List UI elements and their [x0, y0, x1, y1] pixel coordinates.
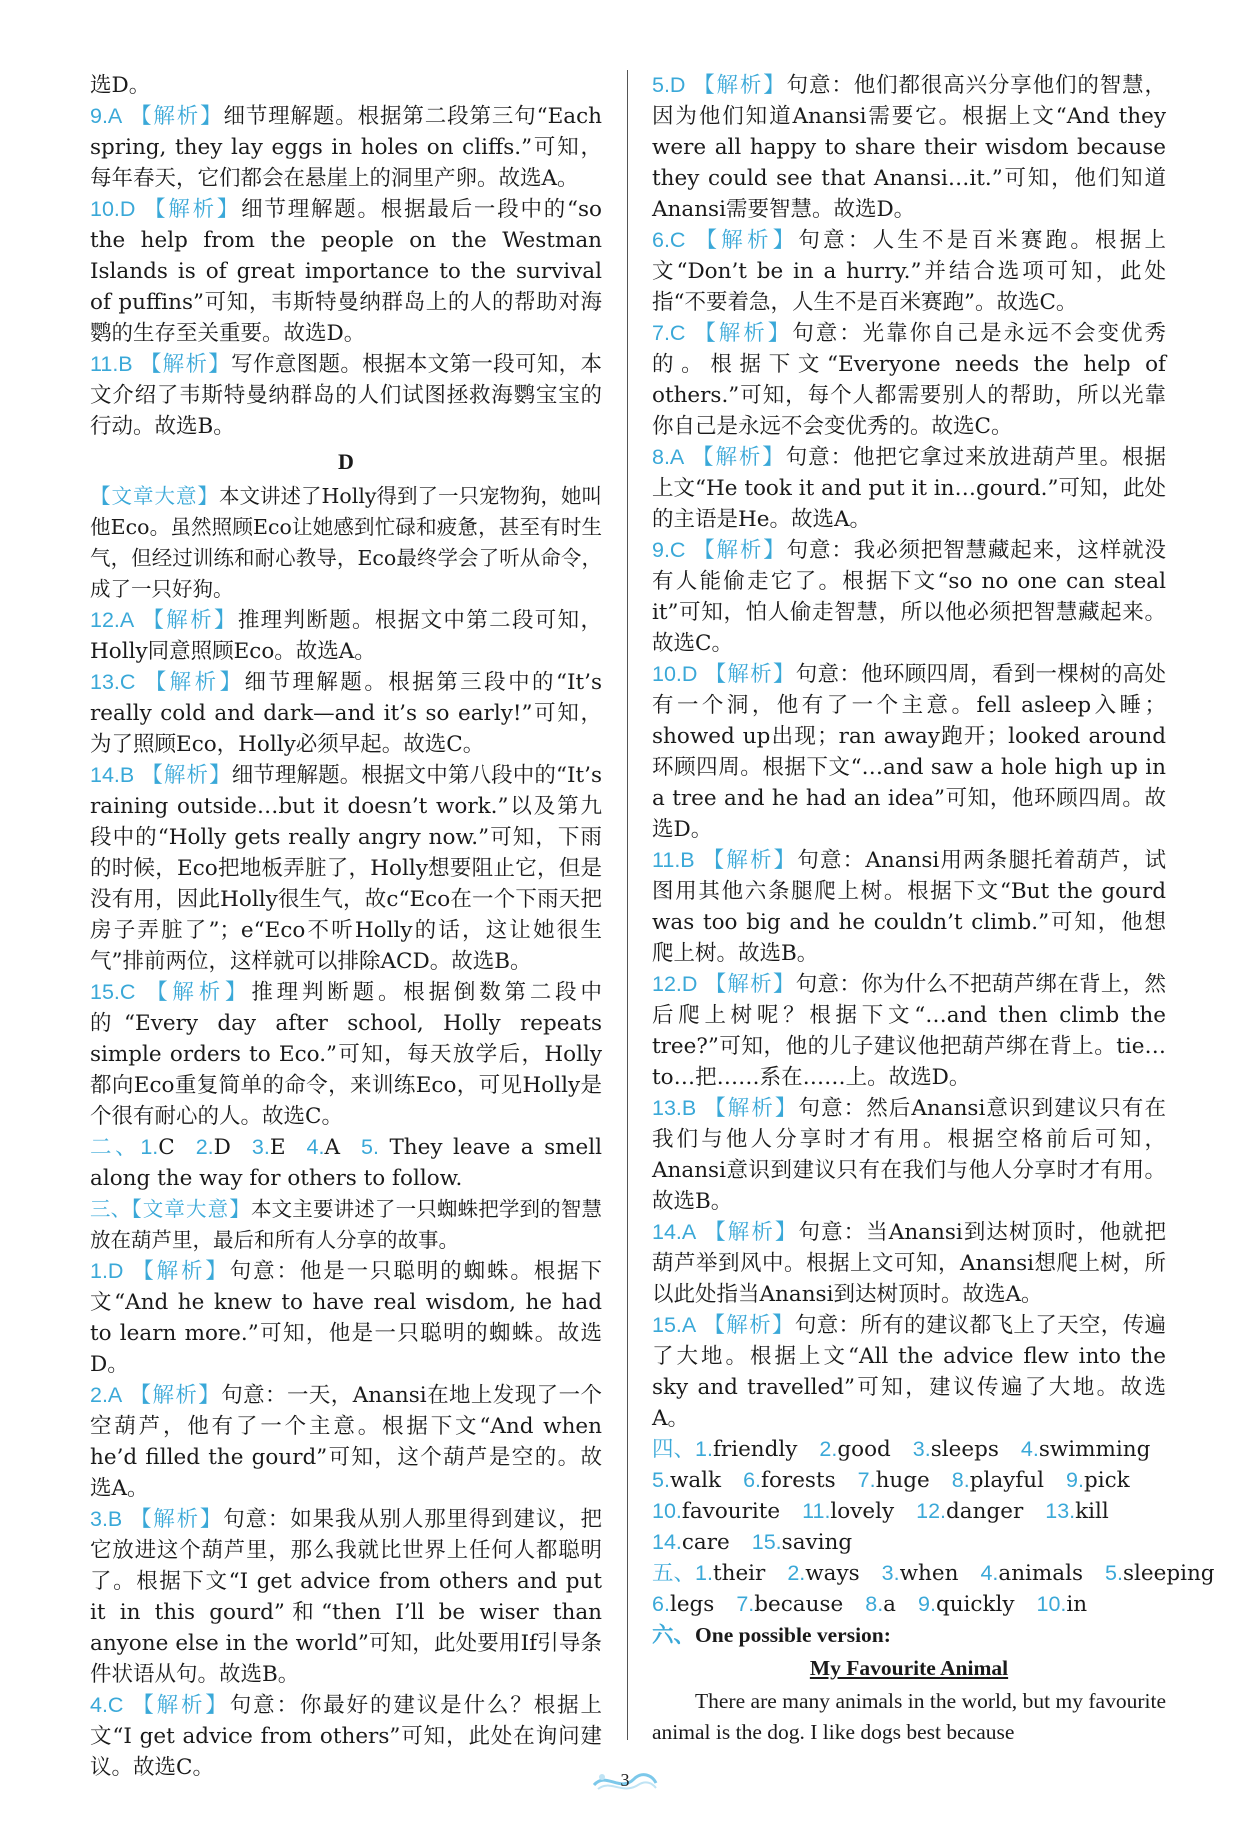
vocab-word: legs	[669, 1592, 715, 1617]
answer: C	[158, 1135, 175, 1160]
item-number: 6.C	[652, 228, 686, 252]
essay-title: My Favourite Animal	[809, 1656, 1009, 1680]
item-number: 6.	[652, 1592, 670, 1616]
part3-summary	[90, 1194, 602, 1256]
vocab-item	[858, 1465, 930, 1496]
answer: E	[269, 1135, 286, 1160]
vocab-word: huge	[875, 1468, 930, 1493]
vocab-item	[882, 1558, 959, 1589]
vocab-word: saving	[781, 1530, 853, 1555]
answer-item	[90, 1504, 602, 1690]
item-number: 5.	[652, 1468, 670, 1492]
answer: They leave a smell along the way for others to follow.	[90, 1135, 603, 1191]
item-number: 2.A	[90, 1383, 123, 1407]
item-number: 12.A	[90, 608, 135, 632]
vocab-item	[787, 1558, 859, 1589]
vocab-item	[913, 1434, 999, 1465]
item-text: 推理判断题。根据文中第二段可知，Holly同意照顾Eco。故选A。	[90, 608, 602, 664]
vocab-word: animals	[998, 1561, 1084, 1586]
vocab-item	[736, 1589, 843, 1620]
item-number: 11.B	[90, 352, 133, 376]
answer-item	[652, 225, 1166, 318]
vocab-word: sleeps	[930, 1437, 999, 1462]
analysis-tag: 【解析】	[132, 1693, 230, 1718]
vocab-item	[916, 1496, 1023, 1527]
vocab-item	[1037, 1589, 1088, 1620]
item-number: 14.B	[90, 763, 135, 787]
answer-item	[652, 659, 1166, 845]
item-text: 细节理解题。根据最后一段中的“so the help from the people on the Westman Islands is of great importance to the survival of puffins”可知，韦斯特曼纳群岛上的人的帮助对海鹦的生存至关重要。故选D。	[90, 197, 602, 346]
vocab-item	[865, 1589, 896, 1620]
item-text: 细节理解题。根据第二段第三句“Each spring, they lay eggs in holes on cliffs.”可知，每年春天，它们都会在悬崖上的洞里产卵。故选A。	[90, 104, 602, 191]
vocab-row	[652, 1527, 1166, 1558]
vocab-word: quickly	[935, 1592, 1015, 1617]
item-number: 7.	[736, 1592, 755, 1616]
item-number: 11.	[802, 1499, 831, 1523]
summary-d	[90, 481, 602, 605]
summary-text: 本文讲述了Holly得到了一只宠物狗，她叫他Eco。虽然照顾Eco让她感到忙碌和疲惫，甚至有时生气，但经过训练和耐心教导，Eco最终学会了听从命令，成了一只好狗。	[90, 484, 603, 601]
item-number: 14.	[652, 1530, 682, 1554]
analysis-tag: 【解析】	[142, 608, 238, 633]
part4-vocab	[652, 1434, 1166, 1558]
answer-item	[652, 1217, 1166, 1310]
vocab-word: lovely	[830, 1499, 895, 1524]
item-number: 2.	[787, 1561, 806, 1585]
vocab-word: because	[754, 1592, 844, 1617]
analysis-tag: 【解析】	[129, 1383, 222, 1408]
item-number: 3.	[251, 1135, 270, 1159]
item-number: 5.	[361, 1135, 379, 1159]
answer-item	[90, 1256, 602, 1380]
answer: A	[324, 1135, 341, 1160]
item-text: 句意：所有的建议都飞上了天空，传遍了大地。根据上文“All the advice flew into the sky and travelled”可知，建议传遍了大地。故选A。	[652, 1313, 1166, 1431]
vocab-word: favourite	[681, 1499, 781, 1524]
vocab-item	[652, 1496, 780, 1527]
vocab-word: friendly	[712, 1437, 798, 1462]
item-number: 13.	[1045, 1499, 1076, 1523]
answer-item	[90, 349, 602, 442]
item-number: 6.	[743, 1468, 762, 1492]
item-number: 7.C	[652, 321, 686, 345]
item-number: 3.	[881, 1561, 900, 1585]
vocab-item	[1045, 1496, 1109, 1527]
vocab-word: kill	[1075, 1499, 1109, 1524]
answer-item	[652, 1310, 1166, 1434]
essay-body: There are many animals in the world, but my favourite animal is the dog. I like dogs best because	[652, 1689, 1166, 1744]
vocab-row	[652, 1465, 1166, 1496]
heading-text: One possible version:	[695, 1623, 891, 1647]
vocab-word: sleeping	[1122, 1561, 1215, 1586]
vocab-item	[1066, 1465, 1130, 1496]
answer-item	[652, 969, 1166, 1093]
analysis-tag: 【解析】	[141, 763, 232, 788]
item-text: 句意：光靠你自己是永远不会变优秀的。根据下文“Everyone needs the help of others.”可知，每个人都需要别人的帮助，所以光靠你自己是永远不会变优秀的。故选C。	[652, 321, 1166, 439]
vocab-word: their	[712, 1561, 766, 1586]
item-text: 句意：他把它拿过来放进葫芦里。根据上文“He took it and put it in…gourd.”可知，此处的主语是He。故选A。	[652, 445, 1166, 532]
item-number: 3.B	[90, 1507, 123, 1531]
item-number: 4.	[306, 1135, 325, 1159]
analysis-tag: 【解析】	[692, 445, 786, 470]
item-text: 写作意图题。根据本文第一段可知，本文介绍了韦斯特曼纳群岛的人们试图拯救海鹦宝宝的行动。故选B。	[90, 352, 602, 439]
answer-item	[90, 194, 602, 349]
part4-label: 四、	[652, 1437, 696, 1461]
vocab-word: care	[681, 1530, 730, 1555]
item-number: 11.B	[652, 848, 695, 872]
answer-item	[652, 535, 1166, 659]
item-number: 13.C	[90, 670, 136, 694]
answer-item	[652, 442, 1166, 535]
summary-tag: 【文章大意】	[131, 1197, 251, 1221]
part5-label: 五、	[652, 1561, 696, 1585]
vocab-word: in	[1066, 1592, 1088, 1617]
analysis-tag: 【解析】	[704, 662, 796, 687]
analysis-tag: 【解析】	[693, 73, 787, 98]
analysis-tag: 【解析】	[695, 228, 799, 253]
item-text: 句意：如果我从别人那里得到建议，把它放进这个葫芦里，那么我就比世界上任何人都聪明了。根据下文“I get advice from others and put it in this gourd”和“then I’ll be wiser than anyone else in the world”可知，此处要用If引导条件状语从句。故选B。	[90, 1507, 602, 1687]
item-text: 句意：人生不是百米赛跑。根据上文“Don’t be in a hurry.”并结合选项可知，此处指“不要着急，人生不是百米赛跑”。故选C。	[652, 228, 1166, 315]
answer-item	[652, 318, 1166, 442]
part3-label: 三、	[90, 1198, 132, 1221]
answer-item	[652, 70, 1166, 225]
item-text: 句意：当Anansi到达树顶时，他就把葫芦举到风中。根据上文可知，Anansi想爬上树，所以此处指当Anansi到达树顶时。故选A。	[652, 1220, 1166, 1307]
analysis-tag: 【解析】	[132, 1259, 230, 1284]
vocab-word: a	[883, 1592, 896, 1617]
analysis-tag: 【解析】	[129, 104, 224, 129]
item-number: 9.A	[90, 104, 123, 128]
item-number: 10.D	[652, 662, 698, 686]
item-number: 8.	[951, 1468, 970, 1492]
item-text: 细节理解题。根据第三段中的“It’s really cold and dark—and it’s so early!”可知，为了照顾Eco，Holly必须早起。故选C。	[90, 670, 602, 757]
item-number: 4.C	[90, 1693, 124, 1717]
answer-item	[90, 605, 602, 667]
item-number: 15.	[751, 1530, 782, 1554]
section-d-title: D	[338, 449, 354, 474]
item-number: 1.	[695, 1437, 713, 1461]
item-text: 句意：他们都很高兴分享他们的智慧，因为他们知道Anansi需要它。根据上文“And they were all happy to share their wisdom because they could see that Anansi…it.”可知，他们知道Anansi需要智慧。故选D。	[652, 73, 1166, 222]
vocab-row	[652, 1434, 1166, 1465]
vocab-item	[802, 1496, 894, 1527]
analysis-tag: 【解析】	[704, 1220, 799, 1245]
item-number: 14.A	[652, 1220, 697, 1244]
item-text: 句意：他环顾四周，看到一棵树的高处有一个洞，他有了一个主意。fell asleep入睡；showed up出现；ran away跑开；looked around环顾四周。根据下文“…and saw a hole high up in a tree and he had an idea”可知，他环顾四周。故选D。	[652, 662, 1166, 842]
analysis-tag: 【解析】	[694, 321, 793, 346]
vocab-item	[652, 1558, 765, 1589]
item-text: 句意：然后Anansi意识到建议只有在我们与他人分享时才有用。根据空格前后可知，Anansi意识到建议只有在我们与他人分享时才有用。故选B。	[652, 1096, 1166, 1214]
answer: D	[213, 1135, 231, 1160]
line-text: 选D。	[90, 73, 151, 98]
page-number: 3	[620, 1769, 630, 1790]
summary-tag: 【文章大意】	[90, 484, 220, 508]
item-number: 13.B	[652, 1096, 697, 1120]
item-text: 句意：Anansi用两条腿托着葫芦，试图用其他六条腿爬上树。根据下文“But the gourd was too big and he couldn’t climb.”可知，他想爬上树。故选B。	[652, 848, 1166, 966]
part6-heading	[652, 1620, 1166, 1651]
item-number: 1.D	[90, 1259, 124, 1283]
vocab-word: forests	[761, 1468, 836, 1493]
vocab-word: ways	[805, 1561, 860, 1586]
item-number: 5.	[1105, 1561, 1123, 1585]
answer-item	[90, 101, 602, 194]
item-number: 15.A	[652, 1313, 697, 1337]
right-column	[652, 70, 1215, 1748]
vocab-item	[652, 1527, 730, 1558]
vocab-row	[652, 1558, 1215, 1589]
vocab-item	[652, 1465, 721, 1496]
vocab-row	[652, 1496, 1166, 1527]
item-number: 2.	[195, 1135, 214, 1159]
item-number: 12.D	[652, 972, 698, 996]
part2-label: 二、	[90, 1135, 141, 1159]
analysis-tag: 【解析】	[704, 1096, 799, 1121]
vocab-word: playful	[969, 1468, 1044, 1493]
vocab-item	[743, 1465, 836, 1496]
analysis-tag: 【解析】	[144, 197, 242, 222]
vocab-item	[1105, 1558, 1215, 1589]
vocab-item	[819, 1434, 890, 1465]
part2-answers	[90, 1132, 602, 1194]
item-number: 9.	[1066, 1468, 1084, 1492]
analysis-tag: 【解析】	[703, 1313, 795, 1338]
vocab-row	[652, 1589, 1166, 1620]
item-number: 2.	[819, 1437, 838, 1461]
vocab-item	[752, 1527, 852, 1558]
vocab-item	[918, 1589, 1015, 1620]
column-divider	[627, 70, 628, 1740]
vocab-word: good	[837, 1437, 891, 1462]
analysis-tag: 【解析】	[693, 538, 787, 563]
vocab-word: when	[899, 1561, 959, 1586]
item-text: 句意：一天，Anansi在地上发现了一个空葫芦，他有了一个主意。根据下文“And when he’d filled the gourd”可知，这个葫芦是空的。故选A。	[90, 1383, 602, 1501]
vocab-word: walk	[669, 1468, 722, 1493]
vocab-item	[652, 1434, 797, 1465]
analysis-tag: 【解析】	[139, 352, 232, 377]
analysis-tag: 【解析】	[146, 980, 252, 1005]
vocab-item	[1021, 1434, 1151, 1465]
page-footer	[0, 1760, 1250, 1800]
item-text: 句意：我必须把智慧藏起来，这样就没有人能偷走它了。根据下文“so no one can steal it”可知，怕人偷走智慧，所以他必须把智慧藏起来。故选C。	[652, 538, 1166, 656]
analysis-tag: 【解析】	[144, 670, 245, 695]
item-number: 3.	[912, 1437, 931, 1461]
vocab-word: pick	[1083, 1468, 1130, 1493]
item-number: 15.C	[90, 980, 136, 1004]
part5-vocab	[652, 1558, 1215, 1620]
summary-text: 本文主要讲述了一只蜘蛛把学到的智慧放在葫芦里，最后和所有人分享的故事。	[90, 1197, 602, 1252]
item-text: 推理判断题。根据倒数第二段中的“Every day after school, Holly repeats simple orders to Eco.”可知，每天放学后，Holly都向Eco重复简单的命令，来训练Eco，可见Holly是个很有耐心的人。故选C。	[90, 980, 602, 1129]
item-number: 5.D	[652, 73, 686, 97]
item-number: 1.	[695, 1561, 713, 1585]
item-number: 8.	[865, 1592, 884, 1616]
answer-item	[652, 1093, 1166, 1217]
answer-item	[90, 667, 602, 760]
page-number-badge	[590, 1763, 660, 1797]
item-number: 4.	[1020, 1437, 1039, 1461]
item-number: 9.C	[652, 538, 686, 562]
item-number: 8.A	[652, 445, 685, 469]
vocab-word: danger	[946, 1499, 1024, 1524]
part6-label: 六、	[652, 1623, 696, 1647]
item-text: 细节理解题。根据文中第八段中的“It’s raining outside…but it doesn’t work.”以及第九段中的“Holly gets really angry now.”可知，下雨的时候，Eco把地板弄脏了，Holly想要阻止它，但是没有用，因此Holly很生气，故c“Eco在一个下雨天把房子弄脏了”；e“Eco不听Holly的话，这让她很生气”排前两位，这样就可以排除ACD。故选B。	[90, 763, 602, 974]
item-number: 9.	[918, 1592, 936, 1616]
vocab-item	[980, 1558, 1083, 1589]
vocab-word: swimming	[1038, 1437, 1151, 1462]
item-number: 10.	[1036, 1592, 1067, 1616]
item-number: 1.	[140, 1135, 159, 1159]
analysis-tag: 【解析】	[129, 1507, 224, 1532]
item-number: 4.	[980, 1561, 999, 1585]
vocab-item	[952, 1465, 1044, 1496]
item-text: 句意：你最好的建议是什么？根据上文“I get advice from others”可知，此处在询问建议。故选C。	[90, 1693, 602, 1780]
item-number: 10.	[652, 1499, 682, 1523]
vocab-item	[652, 1589, 714, 1620]
answer-item	[90, 977, 602, 1132]
answer-item	[652, 845, 1166, 969]
answer-item	[90, 760, 602, 977]
left-column	[90, 70, 602, 1783]
left-line-0	[90, 70, 602, 101]
analysis-tag: 【解析】	[704, 972, 796, 997]
item-number: 10.D	[90, 197, 136, 221]
item-number: 12.	[916, 1499, 947, 1523]
item-text: 句意：你为什么不把葫芦绑在背上，然后爬上树呢？根据下文“…and then climb the tree?”可知，他的儿子建议他把葫芦绑在背上。tie…to…把……系在……上。故选D。	[652, 972, 1166, 1090]
answer-item	[90, 1380, 602, 1504]
analysis-tag: 【解析】	[702, 848, 798, 873]
item-number: 7.	[857, 1468, 876, 1492]
item-text: 句意：他是一只聪明的蜘蛛。根据下文“And he knew to have real wisdom, he had to learn more.”可知，他是一只聪明的蜘蛛。故选D。	[90, 1259, 602, 1377]
